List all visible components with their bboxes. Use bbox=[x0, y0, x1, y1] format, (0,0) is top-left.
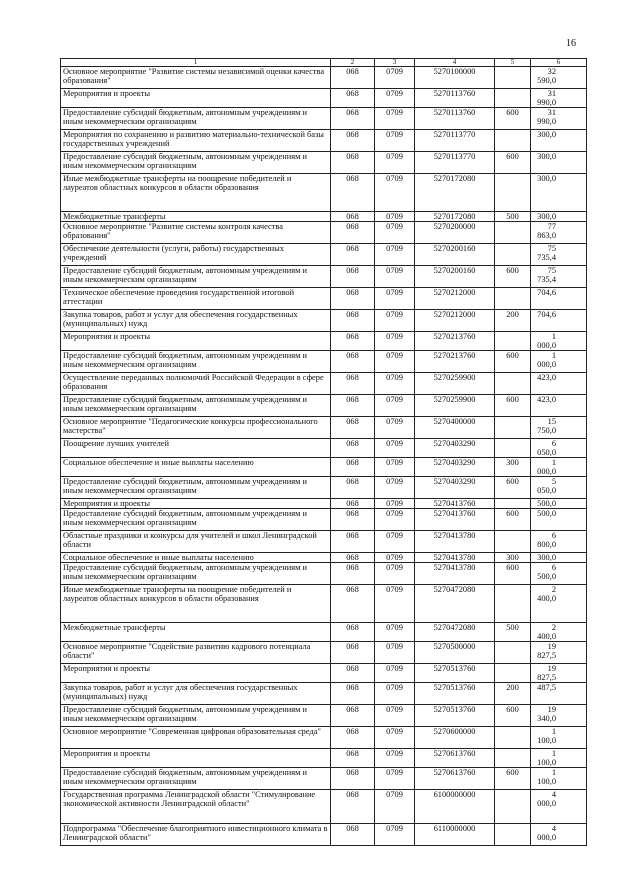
row-amount: 1 000,0 bbox=[531, 458, 587, 477]
row-section: 0709 bbox=[375, 373, 415, 395]
row-target-code: 5270100000 bbox=[415, 67, 495, 89]
row-section: 0709 bbox=[375, 439, 415, 458]
row-section: 0709 bbox=[375, 727, 415, 749]
row-admin-code: 068 bbox=[331, 332, 375, 351]
row-amount: 15 750,0 bbox=[531, 417, 587, 439]
row-name: Закупка товаров, работ и услуг для обеспечения государственных (муниципальных) нужд bbox=[61, 683, 331, 705]
row-expense-type bbox=[495, 824, 531, 846]
table-row bbox=[61, 373, 587, 395]
row-name: Социальное обеспечение и иные выплаты населению bbox=[61, 458, 331, 477]
row-admin-code: 068 bbox=[331, 351, 375, 373]
row-amount: 1 100,0 bbox=[531, 727, 587, 749]
row-section: 0709 bbox=[375, 174, 415, 212]
row-amount: 1 100,0 bbox=[531, 768, 587, 790]
row-target-code: 5270113760 bbox=[415, 108, 495, 130]
row-target-code: 5270259900 bbox=[415, 395, 495, 417]
row-amount: 500,0 bbox=[531, 499, 587, 509]
row-amount: 704,6 bbox=[531, 310, 587, 332]
row-expense-type bbox=[495, 288, 531, 310]
row-section: 0709 bbox=[375, 749, 415, 768]
row-name: Предоставление субсидий бюджетным, автономным учреждениям и иным некоммерческим организациям bbox=[61, 768, 331, 790]
header-cell: 4 bbox=[415, 59, 495, 67]
row-name: Мероприятия по сохранению и развитию материально-технической базы государственных учреждений bbox=[61, 130, 331, 152]
row-target-code: 5270113770 bbox=[415, 152, 495, 174]
row-target-code: 5270259900 bbox=[415, 373, 495, 395]
row-expense-type bbox=[495, 585, 531, 623]
row-section: 0709 bbox=[375, 585, 415, 623]
table-row bbox=[61, 395, 587, 417]
row-name: Мероприятия и проекты bbox=[61, 664, 331, 683]
row-section: 0709 bbox=[375, 310, 415, 332]
row-section: 0709 bbox=[375, 531, 415, 553]
row-amount: 32 590,0 bbox=[531, 67, 587, 89]
table-row bbox=[61, 553, 587, 563]
row-target-code: 5270472080 bbox=[415, 585, 495, 623]
table-row bbox=[61, 89, 587, 108]
row-admin-code: 068 bbox=[331, 563, 375, 585]
row-admin-code: 068 bbox=[331, 439, 375, 458]
row-name: Предоставление субсидий бюджетным, автономным учреждениям и иным некоммерческим организациям bbox=[61, 108, 331, 130]
table-row bbox=[61, 266, 587, 288]
row-section: 0709 bbox=[375, 332, 415, 351]
row-name: Мероприятия и проекты bbox=[61, 749, 331, 768]
row-amount: 19 340,0 bbox=[531, 705, 587, 727]
table-row bbox=[61, 749, 587, 768]
row-amount: 300,0 bbox=[531, 152, 587, 174]
row-section: 0709 bbox=[375, 705, 415, 727]
row-name: Основное мероприятие "Развитие системы контроля качества образования" bbox=[61, 222, 331, 244]
table-row bbox=[61, 174, 587, 212]
row-admin-code: 068 bbox=[331, 664, 375, 683]
row-amount: 300,0 bbox=[531, 553, 587, 563]
row-target-code: 5270400000 bbox=[415, 417, 495, 439]
row-name: Государственная программа Ленинградской области "Стимулирование экономической активности Ленинградской области" bbox=[61, 790, 331, 824]
row-admin-code: 068 bbox=[331, 642, 375, 664]
row-amount: 704,6 bbox=[531, 288, 587, 310]
row-target-code: 5270172080 bbox=[415, 174, 495, 212]
table-row bbox=[61, 531, 587, 553]
row-name: Закупка товаров, работ и услуг для обеспечения государственных (муниципальных) нужд bbox=[61, 310, 331, 332]
header-cell: 2 bbox=[331, 59, 375, 67]
row-target-code: 5270212000 bbox=[415, 310, 495, 332]
row-name: Межбюджетные трансферты bbox=[61, 212, 331, 222]
table-row bbox=[61, 727, 587, 749]
row-amount: 75 735,4 bbox=[531, 266, 587, 288]
row-amount: 19 827,5 bbox=[531, 664, 587, 683]
row-admin-code: 068 bbox=[331, 174, 375, 212]
row-section: 0709 bbox=[375, 152, 415, 174]
row-admin-code: 068 bbox=[331, 824, 375, 846]
row-admin-code: 068 bbox=[331, 768, 375, 790]
table-row bbox=[61, 288, 587, 310]
row-target-code: 5270200160 bbox=[415, 266, 495, 288]
row-admin-code: 068 bbox=[331, 705, 375, 727]
row-target-code: 5270513760 bbox=[415, 683, 495, 705]
row-target-code: 5270413780 bbox=[415, 531, 495, 553]
row-target-code: 5270413780 bbox=[415, 553, 495, 563]
row-expense-type bbox=[495, 790, 531, 824]
row-admin-code: 068 bbox=[331, 108, 375, 130]
row-expense-type: 600 bbox=[495, 108, 531, 130]
row-name: Мероприятия и проекты bbox=[61, 89, 331, 108]
page-number: 16 bbox=[566, 38, 576, 49]
row-amount: 1 100,0 bbox=[531, 749, 587, 768]
row-name: Предоставление субсидий бюджетным, автономным учреждениям и иным некоммерческим организациям bbox=[61, 351, 331, 373]
row-expense-type: 500 bbox=[495, 212, 531, 222]
row-amount: 487,5 bbox=[531, 683, 587, 705]
row-admin-code: 068 bbox=[331, 222, 375, 244]
row-admin-code: 068 bbox=[331, 288, 375, 310]
row-section: 0709 bbox=[375, 244, 415, 266]
row-admin-code: 068 bbox=[331, 553, 375, 563]
row-admin-code: 068 bbox=[331, 310, 375, 332]
row-target-code: 5270212000 bbox=[415, 288, 495, 310]
row-admin-code: 068 bbox=[331, 266, 375, 288]
row-amount: 77 863,0 bbox=[531, 222, 587, 244]
row-target-code: 5270200000 bbox=[415, 222, 495, 244]
row-name: Мероприятия и проекты bbox=[61, 499, 331, 509]
row-target-code: 5270613760 bbox=[415, 749, 495, 768]
row-admin-code: 068 bbox=[331, 585, 375, 623]
row-section: 0709 bbox=[375, 212, 415, 222]
row-target-code: 5270613760 bbox=[415, 768, 495, 790]
row-amount: 4 000,0 bbox=[531, 790, 587, 824]
row-expense-type: 300 bbox=[495, 458, 531, 477]
row-expense-type bbox=[495, 749, 531, 768]
row-admin-code: 068 bbox=[331, 212, 375, 222]
table-row bbox=[61, 563, 587, 585]
row-amount: 300,0 bbox=[531, 174, 587, 212]
table-row bbox=[61, 585, 587, 623]
row-admin-code: 068 bbox=[331, 477, 375, 499]
row-target-code: 5270403290 bbox=[415, 458, 495, 477]
row-amount: 1 000,0 bbox=[531, 332, 587, 351]
table-row bbox=[61, 351, 587, 373]
row-target-code: 6110000000 bbox=[415, 824, 495, 846]
row-admin-code: 068 bbox=[331, 531, 375, 553]
row-section: 0709 bbox=[375, 395, 415, 417]
row-amount: 2 400,0 bbox=[531, 585, 587, 623]
row-target-code: 5270600000 bbox=[415, 727, 495, 749]
row-target-code: 5270403290 bbox=[415, 439, 495, 458]
row-target-code: 5270500000 bbox=[415, 642, 495, 664]
row-section: 0709 bbox=[375, 790, 415, 824]
row-expense-type bbox=[495, 244, 531, 266]
row-section: 0709 bbox=[375, 553, 415, 563]
table-row bbox=[61, 439, 587, 458]
table-row bbox=[61, 417, 587, 439]
row-admin-code: 068 bbox=[331, 373, 375, 395]
table-row bbox=[61, 499, 587, 509]
row-name: Осуществление переданных полномочий Российской Федерации в сфере образования bbox=[61, 373, 331, 395]
row-name: Межбюджетные трансферты bbox=[61, 623, 331, 642]
header-cell: 3 bbox=[375, 59, 415, 67]
row-section: 0709 bbox=[375, 417, 415, 439]
row-expense-type bbox=[495, 130, 531, 152]
row-admin-code: 068 bbox=[331, 395, 375, 417]
table-row bbox=[61, 664, 587, 683]
row-amount: 6 800,0 bbox=[531, 531, 587, 553]
row-target-code: 5270513760 bbox=[415, 664, 495, 683]
row-name: Основное мероприятие "Современная цифровая образовательная среда" bbox=[61, 727, 331, 749]
row-expense-type: 600 bbox=[495, 705, 531, 727]
row-target-code: 5270413780 bbox=[415, 563, 495, 585]
table-row bbox=[61, 623, 587, 642]
row-amount: 5 050,0 bbox=[531, 477, 587, 499]
table-row bbox=[61, 130, 587, 152]
table-row bbox=[61, 67, 587, 89]
row-expense-type bbox=[495, 727, 531, 749]
row-section: 0709 bbox=[375, 130, 415, 152]
header-cell: 6 bbox=[531, 59, 587, 67]
row-expense-type bbox=[495, 417, 531, 439]
row-amount: 1 000,0 bbox=[531, 351, 587, 373]
row-section: 0709 bbox=[375, 642, 415, 664]
row-name: Иные межбюджетные трансферты на поощрение победителей и лауреатов областных конкурсов в области образования bbox=[61, 585, 331, 623]
table-header-row bbox=[61, 59, 587, 67]
row-expense-type bbox=[495, 222, 531, 244]
row-expense-type: 600 bbox=[495, 351, 531, 373]
row-amount: 4 000,0 bbox=[531, 824, 587, 846]
row-expense-type bbox=[495, 531, 531, 553]
row-section: 0709 bbox=[375, 89, 415, 108]
row-section: 0709 bbox=[375, 499, 415, 509]
row-admin-code: 068 bbox=[331, 417, 375, 439]
row-expense-type bbox=[495, 174, 531, 212]
row-target-code: 5270413760 bbox=[415, 509, 495, 531]
row-expense-type bbox=[495, 332, 531, 351]
row-name: Иные межбюджетные трансферты на поощрение победителей и лауреатов областных конкурсов в области образования bbox=[61, 174, 331, 212]
row-section: 0709 bbox=[375, 509, 415, 531]
table-row bbox=[61, 244, 587, 266]
table-row bbox=[61, 768, 587, 790]
row-amount: 6 500,0 bbox=[531, 563, 587, 585]
row-section: 0709 bbox=[375, 458, 415, 477]
row-amount: 31 990,0 bbox=[531, 108, 587, 130]
row-target-code: 5270200160 bbox=[415, 244, 495, 266]
row-expense-type bbox=[495, 67, 531, 89]
row-expense-type bbox=[495, 499, 531, 509]
row-target-code: 5270513760 bbox=[415, 705, 495, 727]
table-row bbox=[61, 152, 587, 174]
row-amount: 19 827,5 bbox=[531, 642, 587, 664]
row-expense-type bbox=[495, 664, 531, 683]
row-expense-type: 200 bbox=[495, 310, 531, 332]
row-section: 0709 bbox=[375, 222, 415, 244]
row-name: Областные праздники и конкурсы для учителей и школ Ленинградской области bbox=[61, 531, 331, 553]
row-admin-code: 068 bbox=[331, 623, 375, 642]
row-expense-type: 200 bbox=[495, 683, 531, 705]
row-expense-type: 300 bbox=[495, 553, 531, 563]
table-row bbox=[61, 683, 587, 705]
row-admin-code: 068 bbox=[331, 244, 375, 266]
table-row bbox=[61, 509, 587, 531]
row-admin-code: 068 bbox=[331, 683, 375, 705]
row-admin-code: 068 bbox=[331, 509, 375, 531]
row-name: Предоставление субсидий бюджетным, автономным учреждениям и иным некоммерческим организациям bbox=[61, 395, 331, 417]
row-amount: 300,0 bbox=[531, 212, 587, 222]
row-name: Предоставление субсидий бюджетным, автономным учреждениям и иным некоммерческим организациям bbox=[61, 152, 331, 174]
row-amount: 31 990,0 bbox=[531, 89, 587, 108]
row-target-code: 5270472080 bbox=[415, 623, 495, 642]
row-section: 0709 bbox=[375, 477, 415, 499]
budget-table bbox=[60, 58, 587, 846]
table-row bbox=[61, 310, 587, 332]
row-name: Обеспечение деятельности (услуги, работы) государственных учреждений bbox=[61, 244, 331, 266]
row-expense-type bbox=[495, 642, 531, 664]
row-expense-type: 600 bbox=[495, 152, 531, 174]
table-row bbox=[61, 705, 587, 727]
row-name: Предоставление субсидий бюджетным, автономным учреждениям и иным некоммерческим организациям bbox=[61, 705, 331, 727]
row-expense-type: 600 bbox=[495, 395, 531, 417]
row-section: 0709 bbox=[375, 664, 415, 683]
row-target-code: 5270213760 bbox=[415, 332, 495, 351]
row-expense-type: 600 bbox=[495, 477, 531, 499]
row-expense-type: 600 bbox=[495, 509, 531, 531]
row-amount: 6 050,0 bbox=[531, 439, 587, 458]
row-name: Мероприятия и проекты bbox=[61, 332, 331, 351]
row-section: 0709 bbox=[375, 768, 415, 790]
row-name: Основное мероприятие "Педагогические конкурсы профессионального мастерства" bbox=[61, 417, 331, 439]
row-amount: 423,0 bbox=[531, 395, 587, 417]
header-cell: 5 bbox=[495, 59, 531, 67]
table-row bbox=[61, 332, 587, 351]
row-name: Основное мероприятие "Развитие системы независимой оценки качества образования" bbox=[61, 67, 331, 89]
table-row bbox=[61, 222, 587, 244]
row-name: Предоставление субсидий бюджетным, автономным учреждениям и иным некоммерческим организациям bbox=[61, 266, 331, 288]
row-name: Социальное обеспечение и иные выплаты населению bbox=[61, 553, 331, 563]
row-admin-code: 068 bbox=[331, 458, 375, 477]
table-row bbox=[61, 642, 587, 664]
row-target-code: 5270113760 bbox=[415, 89, 495, 108]
row-section: 0709 bbox=[375, 683, 415, 705]
row-name: Предоставление субсидий бюджетным, автономным учреждениям и иным некоммерческим организациям bbox=[61, 477, 331, 499]
row-amount: 423,0 bbox=[531, 373, 587, 395]
row-expense-type: 600 bbox=[495, 768, 531, 790]
row-expense-type: 600 bbox=[495, 266, 531, 288]
row-section: 0709 bbox=[375, 623, 415, 642]
row-name: Предоставление субсидий бюджетным, автономным учреждениям и иным некоммерческим организациям bbox=[61, 509, 331, 531]
row-expense-type bbox=[495, 439, 531, 458]
row-amount: 75 735,4 bbox=[531, 244, 587, 266]
row-expense-type bbox=[495, 373, 531, 395]
row-section: 0709 bbox=[375, 351, 415, 373]
row-amount: 500,0 bbox=[531, 509, 587, 531]
row-expense-type bbox=[495, 89, 531, 108]
table-row bbox=[61, 212, 587, 222]
row-section: 0709 bbox=[375, 266, 415, 288]
row-name: Основное мероприятие "Содействие развитию кадрового потенциала области" bbox=[61, 642, 331, 664]
header-cell: 1 bbox=[61, 59, 331, 67]
table-row bbox=[61, 477, 587, 499]
row-amount: 300,0 bbox=[531, 130, 587, 152]
row-target-code: 5270403290 bbox=[415, 477, 495, 499]
row-expense-type: 500 bbox=[495, 623, 531, 642]
row-name: Техническое обеспечение проведения государственной итоговой аттестации bbox=[61, 288, 331, 310]
row-admin-code: 068 bbox=[331, 152, 375, 174]
row-section: 0709 bbox=[375, 563, 415, 585]
row-target-code: 5270113770 bbox=[415, 130, 495, 152]
row-admin-code: 068 bbox=[331, 67, 375, 89]
table-row bbox=[61, 824, 587, 846]
row-amount: 2 400,0 bbox=[531, 623, 587, 642]
table-row bbox=[61, 790, 587, 824]
row-admin-code: 068 bbox=[331, 499, 375, 509]
row-section: 0709 bbox=[375, 108, 415, 130]
row-section: 0709 bbox=[375, 824, 415, 846]
row-admin-code: 068 bbox=[331, 790, 375, 824]
row-expense-type: 600 bbox=[495, 563, 531, 585]
row-target-code: 5270413760 bbox=[415, 499, 495, 509]
row-admin-code: 068 bbox=[331, 89, 375, 108]
row-name: Предоставление субсидий бюджетным, автономным учреждениям и иным некоммерческим организациям bbox=[61, 563, 331, 585]
table-row bbox=[61, 458, 587, 477]
row-name: Поощрение лучших учителей bbox=[61, 439, 331, 458]
row-admin-code: 068 bbox=[331, 727, 375, 749]
row-section: 0709 bbox=[375, 288, 415, 310]
row-admin-code: 068 bbox=[331, 130, 375, 152]
row-target-code: 5270172080 bbox=[415, 212, 495, 222]
row-admin-code: 068 bbox=[331, 749, 375, 768]
row-target-code: 5270213760 bbox=[415, 351, 495, 373]
table-row bbox=[61, 108, 587, 130]
row-target-code: 6100000000 bbox=[415, 790, 495, 824]
row-name: Подпрограмма "Обеспечение благоприятного инвестиционного климата в Ленинградской области" bbox=[61, 824, 331, 846]
row-section: 0709 bbox=[375, 67, 415, 89]
